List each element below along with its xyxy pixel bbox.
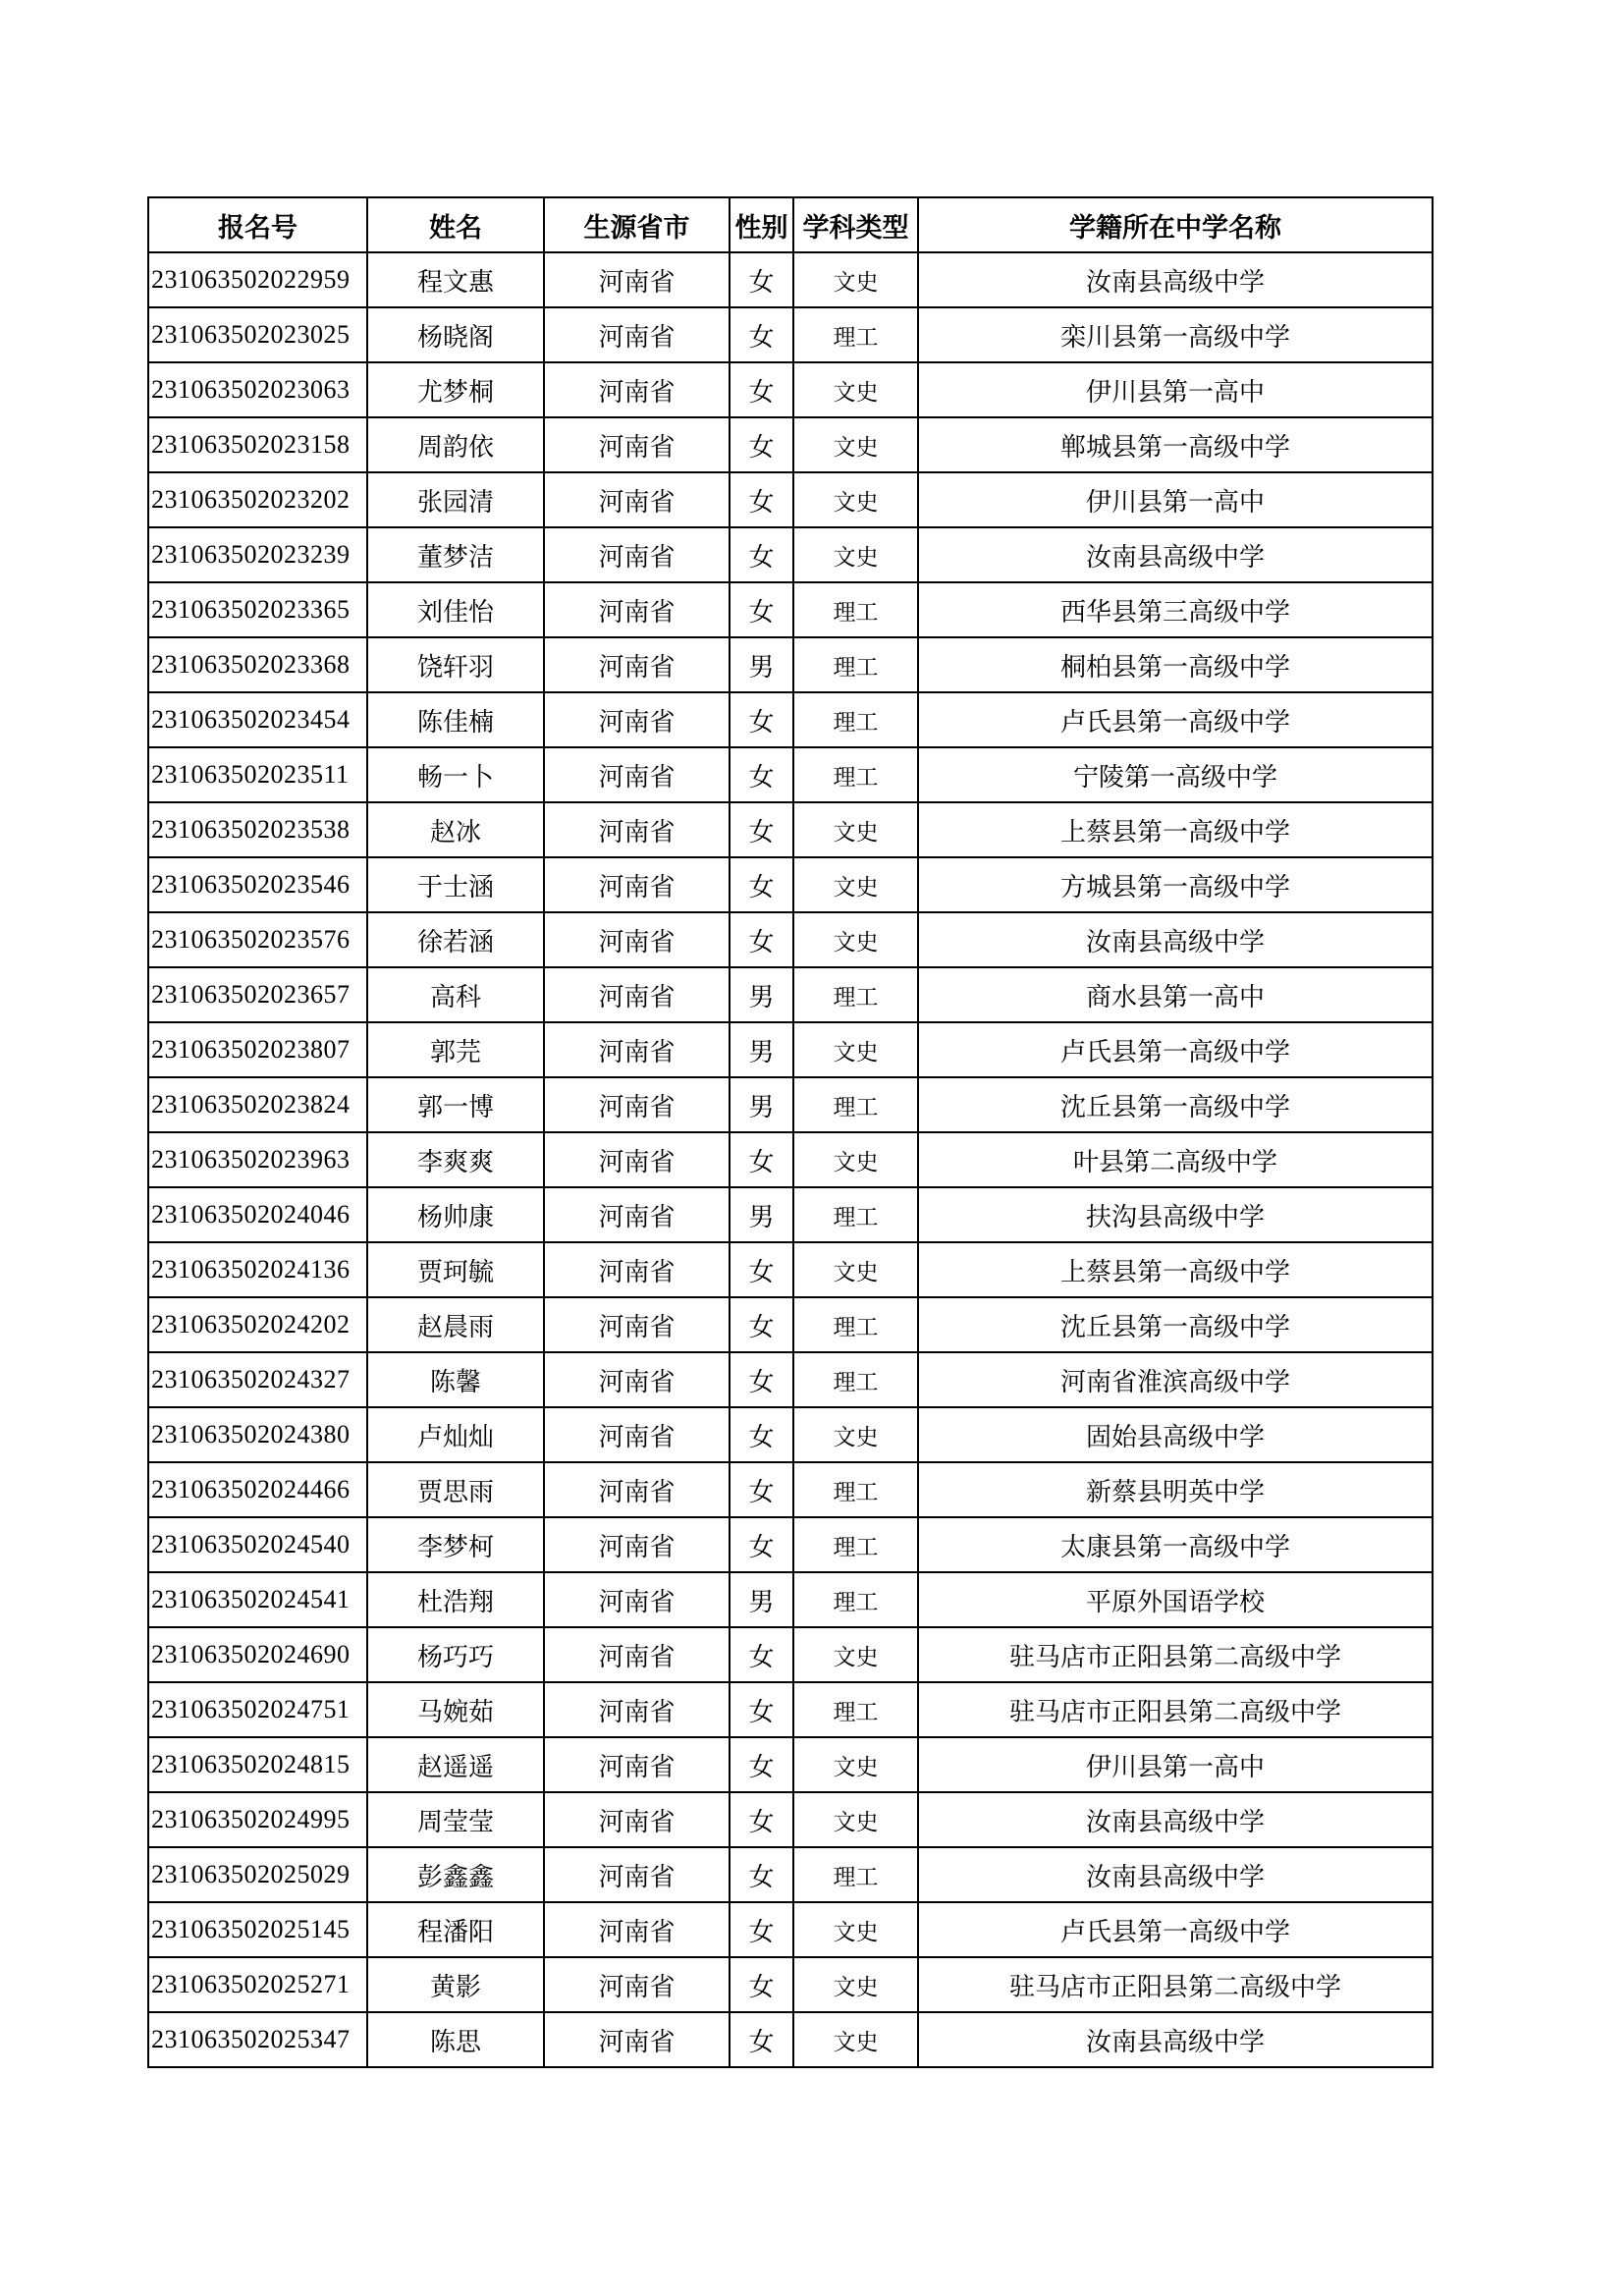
table-cell: 陈思	[367, 2012, 544, 2067]
table-cell: 河南省	[544, 582, 730, 637]
table-row	[148, 857, 1433, 912]
table-cell: 文史	[793, 1022, 918, 1077]
table-cell: 河南省	[544, 912, 730, 967]
table-cell: 文史	[793, 1132, 918, 1187]
table-cell: 栾川县第一高级中学	[918, 307, 1433, 362]
column-header: 学籍所在中学名称	[918, 197, 1433, 252]
table-cell: 汝南县高级中学	[918, 1847, 1433, 1902]
table-cell: 女	[730, 527, 793, 582]
table-row	[148, 1187, 1433, 1242]
table-cell: 231063502023368	[148, 637, 367, 692]
table-cell: 彭鑫鑫	[367, 1847, 544, 1902]
table-row	[148, 967, 1433, 1022]
table-cell: 女	[730, 1737, 793, 1792]
table-cell: 文史	[793, 1957, 918, 2012]
table-cell: 桐柏县第一高级中学	[918, 637, 1433, 692]
table-cell: 女	[730, 1407, 793, 1462]
table-cell: 河南省	[544, 1847, 730, 1902]
table-cell: 河南省	[544, 692, 730, 747]
table-cell: 河南省	[544, 1077, 730, 1132]
table-cell: 沈丘县第一高级中学	[918, 1077, 1433, 1132]
table-cell: 河南省淮滨高级中学	[918, 1352, 1433, 1407]
table-cell: 理工	[793, 582, 918, 637]
table-row	[148, 1902, 1433, 1957]
table-cell: 汝南县高级中学	[918, 252, 1433, 307]
table-cell: 231063502023824	[148, 1077, 367, 1132]
table-cell: 女	[730, 582, 793, 637]
table-cell: 231063502023454	[148, 692, 367, 747]
table-cell: 河南省	[544, 1407, 730, 1462]
table-cell: 驻马店市正阳县第二高级中学	[918, 1682, 1433, 1737]
table-row	[148, 1627, 1433, 1682]
table-cell: 理工	[793, 1682, 918, 1737]
table-cell: 河南省	[544, 1187, 730, 1242]
table-cell: 河南省	[544, 472, 730, 527]
table-cell: 理工	[793, 1847, 918, 1902]
table-cell: 231063502024380	[148, 1407, 367, 1462]
table-cell: 文史	[793, 252, 918, 307]
table-cell: 男	[730, 1572, 793, 1627]
table-row	[148, 802, 1433, 857]
table-cell: 理工	[793, 637, 918, 692]
table-cell: 女	[730, 417, 793, 472]
table-cell: 上蔡县第一高级中学	[918, 1242, 1433, 1297]
table-cell: 河南省	[544, 1132, 730, 1187]
table-cell: 理工	[793, 1572, 918, 1627]
table-row	[148, 252, 1433, 307]
table-cell: 汝南县高级中学	[918, 1792, 1433, 1847]
table-cell: 理工	[793, 692, 918, 747]
table-cell: 叶县第二高级中学	[918, 1132, 1433, 1187]
header-row	[148, 197, 1433, 252]
table-cell: 黄影	[367, 1957, 544, 2012]
table-cell: 卢氏县第一高级中学	[918, 692, 1433, 747]
table-cell: 西华县第三高级中学	[918, 582, 1433, 637]
table-row	[148, 362, 1433, 417]
table-row	[148, 1847, 1433, 1902]
table-cell: 女	[730, 1627, 793, 1682]
table-cell: 文史	[793, 857, 918, 912]
table-row	[148, 1077, 1433, 1132]
table-cell: 畅一卜	[367, 747, 544, 802]
table-cell: 程文惠	[367, 252, 544, 307]
table-cell: 理工	[793, 747, 918, 802]
table-cell: 理工	[793, 1462, 918, 1517]
table-cell: 河南省	[544, 1242, 730, 1297]
table-cell: 河南省	[544, 1627, 730, 1682]
table-cell: 赵遥遥	[367, 1737, 544, 1792]
table-cell: 女	[730, 1902, 793, 1957]
table-cell: 河南省	[544, 1352, 730, 1407]
table-cell: 卢氏县第一高级中学	[918, 1902, 1433, 1957]
table-cell: 理工	[793, 307, 918, 362]
table-cell: 231063502025145	[148, 1902, 367, 1957]
table-row	[148, 637, 1433, 692]
table-cell: 河南省	[544, 1682, 730, 1737]
table-cell: 女	[730, 912, 793, 967]
table-cell: 河南省	[544, 967, 730, 1022]
table-cell: 于士涵	[367, 857, 544, 912]
table-cell: 231063502023546	[148, 857, 367, 912]
table-cell: 231063502023511	[148, 747, 367, 802]
table-cell: 女	[730, 2012, 793, 2067]
table-cell: 男	[730, 967, 793, 1022]
table-cell: 河南省	[544, 1792, 730, 1847]
table-cell: 河南省	[544, 1902, 730, 1957]
table-cell: 231063502023063	[148, 362, 367, 417]
table-cell: 李梦柯	[367, 1517, 544, 1572]
table-row	[148, 1352, 1433, 1407]
table-cell: 河南省	[544, 1957, 730, 2012]
table-row	[148, 1462, 1433, 1517]
table-cell: 卢灿灿	[367, 1407, 544, 1462]
table-cell: 理工	[793, 967, 918, 1022]
table-cell: 新蔡县明英中学	[918, 1462, 1433, 1517]
table-cell: 文史	[793, 1627, 918, 1682]
table-cell: 231063502024995	[148, 1792, 367, 1847]
table-cell: 驻马店市正阳县第二高级中学	[918, 1957, 1433, 2012]
table-cell: 伊川县第一高中	[918, 1737, 1433, 1792]
table-cell: 女	[730, 362, 793, 417]
table-cell: 赵晨雨	[367, 1297, 544, 1352]
table-cell: 陈馨	[367, 1352, 544, 1407]
table-cell: 陈佳楠	[367, 692, 544, 747]
table-row	[148, 472, 1433, 527]
table-row	[148, 1132, 1433, 1187]
table-cell: 231063502022959	[148, 252, 367, 307]
table-row	[148, 747, 1433, 802]
table-cell: 河南省	[544, 637, 730, 692]
table-cell: 理工	[793, 1297, 918, 1352]
table-cell: 平原外国语学校	[918, 1572, 1433, 1627]
table-cell: 男	[730, 1077, 793, 1132]
table-cell: 男	[730, 1022, 793, 1077]
table-cell: 固始县高级中学	[918, 1407, 1433, 1462]
table-cell: 女	[730, 1242, 793, 1297]
table-cell: 赵冰	[367, 802, 544, 857]
table-cell: 河南省	[544, 857, 730, 912]
table-cell: 宁陵第一高级中学	[918, 747, 1433, 802]
table-cell: 231063502024046	[148, 1187, 367, 1242]
table-cell: 231063502023807	[148, 1022, 367, 1077]
table-cell: 河南省	[544, 417, 730, 472]
students-table	[147, 196, 1434, 2068]
table-cell: 男	[730, 1187, 793, 1242]
table-cell: 河南省	[544, 1297, 730, 1352]
table-cell: 女	[730, 252, 793, 307]
table-cell: 231063502024815	[148, 1737, 367, 1792]
table-cell: 河南省	[544, 1462, 730, 1517]
table-cell: 河南省	[544, 2012, 730, 2067]
table-cell: 汝南县高级中学	[918, 527, 1433, 582]
table-cell: 河南省	[544, 1022, 730, 1077]
table-cell: 文史	[793, 417, 918, 472]
table-cell: 231063502023202	[148, 472, 367, 527]
table-row	[148, 527, 1433, 582]
table-cell: 231063502023576	[148, 912, 367, 967]
table-cell: 女	[730, 802, 793, 857]
column-header: 姓名	[367, 197, 544, 252]
table-cell: 231063502023365	[148, 582, 367, 637]
table-cell: 尤梦桐	[367, 362, 544, 417]
table-cell: 伊川县第一高中	[918, 472, 1433, 527]
table-row	[148, 2012, 1433, 2067]
table-cell: 董梦洁	[367, 527, 544, 582]
table-cell: 231063502024690	[148, 1627, 367, 1682]
column-header: 生源省市	[544, 197, 730, 252]
table-cell: 女	[730, 692, 793, 747]
table-cell: 女	[730, 1792, 793, 1847]
table-cell: 河南省	[544, 252, 730, 307]
table-cell: 太康县第一高级中学	[918, 1517, 1433, 1572]
table-cell: 伊川县第一高中	[918, 362, 1433, 417]
table-cell: 理工	[793, 1352, 918, 1407]
table-cell: 女	[730, 747, 793, 802]
table-cell: 沈丘县第一高级中学	[918, 1297, 1433, 1352]
table-cell: 理工	[793, 1077, 918, 1132]
table-row	[148, 582, 1433, 637]
table-cell: 女	[730, 307, 793, 362]
table-cell: 231063502023657	[148, 967, 367, 1022]
table-row	[148, 1517, 1433, 1572]
table-cell: 文史	[793, 912, 918, 967]
table-cell: 231063502024202	[148, 1297, 367, 1352]
table-cell: 女	[730, 857, 793, 912]
table-cell: 文史	[793, 1242, 918, 1297]
table-cell: 周韵依	[367, 417, 544, 472]
table-cell: 文史	[793, 802, 918, 857]
table-cell: 231063502025271	[148, 1957, 367, 2012]
table-cell: 理工	[793, 1517, 918, 1572]
table-cell: 231063502025029	[148, 1847, 367, 1902]
table-row	[148, 692, 1433, 747]
table-cell: 女	[730, 1957, 793, 2012]
table-cell: 231063502024540	[148, 1517, 367, 1572]
table-cell: 周莹莹	[367, 1792, 544, 1847]
table-cell: 文史	[793, 472, 918, 527]
table-row	[148, 1572, 1433, 1627]
table-cell: 郭芫	[367, 1022, 544, 1077]
table-row	[148, 1957, 1433, 2012]
column-header: 性别	[730, 197, 793, 252]
column-header: 报名号	[148, 197, 367, 252]
table-cell: 女	[730, 472, 793, 527]
table-cell: 女	[730, 1682, 793, 1737]
table-cell: 马婉茹	[367, 1682, 544, 1737]
table-cell: 汝南县高级中学	[918, 912, 1433, 967]
table-cell: 文史	[793, 1737, 918, 1792]
table-cell: 女	[730, 1517, 793, 1572]
table-cell: 程潘阳	[367, 1902, 544, 1957]
table-cell: 河南省	[544, 527, 730, 582]
table-cell: 上蔡县第一高级中学	[918, 802, 1433, 857]
table-cell: 231063502024751	[148, 1682, 367, 1737]
table-cell: 女	[730, 1132, 793, 1187]
table-cell: 汝南县高级中学	[918, 2012, 1433, 2067]
table-cell: 河南省	[544, 747, 730, 802]
table-row	[148, 1737, 1433, 1792]
table-cell: 驻马店市正阳县第二高级中学	[918, 1627, 1433, 1682]
table-cell: 河南省	[544, 307, 730, 362]
table-cell: 贾思雨	[367, 1462, 544, 1517]
table-row	[148, 1792, 1433, 1847]
table-row	[148, 1297, 1433, 1352]
table-cell: 郭一博	[367, 1077, 544, 1132]
table-cell: 231063502023963	[148, 1132, 367, 1187]
table-row	[148, 1022, 1433, 1077]
table-cell: 231063502024136	[148, 1242, 367, 1297]
table-row	[148, 307, 1433, 362]
table-cell: 文史	[793, 2012, 918, 2067]
table-cell: 231063502023538	[148, 802, 367, 857]
table-cell: 女	[730, 1847, 793, 1902]
table-cell: 231063502023025	[148, 307, 367, 362]
column-header: 学科类型	[793, 197, 918, 252]
table-cell: 河南省	[544, 1737, 730, 1792]
table-cell: 河南省	[544, 362, 730, 417]
table-cell: 杨帅康	[367, 1187, 544, 1242]
table-cell: 卢氏县第一高级中学	[918, 1022, 1433, 1077]
table-cell: 李爽爽	[367, 1132, 544, 1187]
table-cell: 文史	[793, 362, 918, 417]
table-cell: 扶沟县高级中学	[918, 1187, 1433, 1242]
table-cell: 杜浩翔	[367, 1572, 544, 1627]
table-cell: 贾珂毓	[367, 1242, 544, 1297]
table-cell: 徐若涵	[367, 912, 544, 967]
table-cell: 231063502024541	[148, 1572, 367, 1627]
table-cell: 文史	[793, 1902, 918, 1957]
table-cell: 河南省	[544, 1517, 730, 1572]
table-cell: 方城县第一高级中学	[918, 857, 1433, 912]
table-cell: 女	[730, 1352, 793, 1407]
table-row	[148, 1682, 1433, 1737]
table-cell: 男	[730, 637, 793, 692]
table-cell: 郸城县第一高级中学	[918, 417, 1433, 472]
table-cell: 杨晓阁	[367, 307, 544, 362]
table-cell: 文史	[793, 1407, 918, 1462]
table-cell: 231063502023239	[148, 527, 367, 582]
table-cell: 商水县第一高中	[918, 967, 1433, 1022]
table-body	[148, 252, 1433, 2067]
table-row	[148, 912, 1433, 967]
table-cell: 女	[730, 1462, 793, 1517]
table-cell: 231063502024327	[148, 1352, 367, 1407]
table-row	[148, 1242, 1433, 1297]
table-cell: 文史	[793, 527, 918, 582]
table-cell: 杨巧巧	[367, 1627, 544, 1682]
table-cell: 文史	[793, 1792, 918, 1847]
table-cell: 河南省	[544, 802, 730, 857]
table-row	[148, 417, 1433, 472]
table-cell: 饶轩羽	[367, 637, 544, 692]
table-cell: 高科	[367, 967, 544, 1022]
table-cell: 女	[730, 1297, 793, 1352]
table-cell: 231063502025347	[148, 2012, 367, 2067]
table-cell: 刘佳怡	[367, 582, 544, 637]
table-cell: 张园清	[367, 472, 544, 527]
table-cell: 231063502024466	[148, 1462, 367, 1517]
table-row	[148, 1407, 1433, 1462]
table-cell: 理工	[793, 1187, 918, 1242]
table-cell: 231063502023158	[148, 417, 367, 472]
table-cell: 河南省	[544, 1572, 730, 1627]
